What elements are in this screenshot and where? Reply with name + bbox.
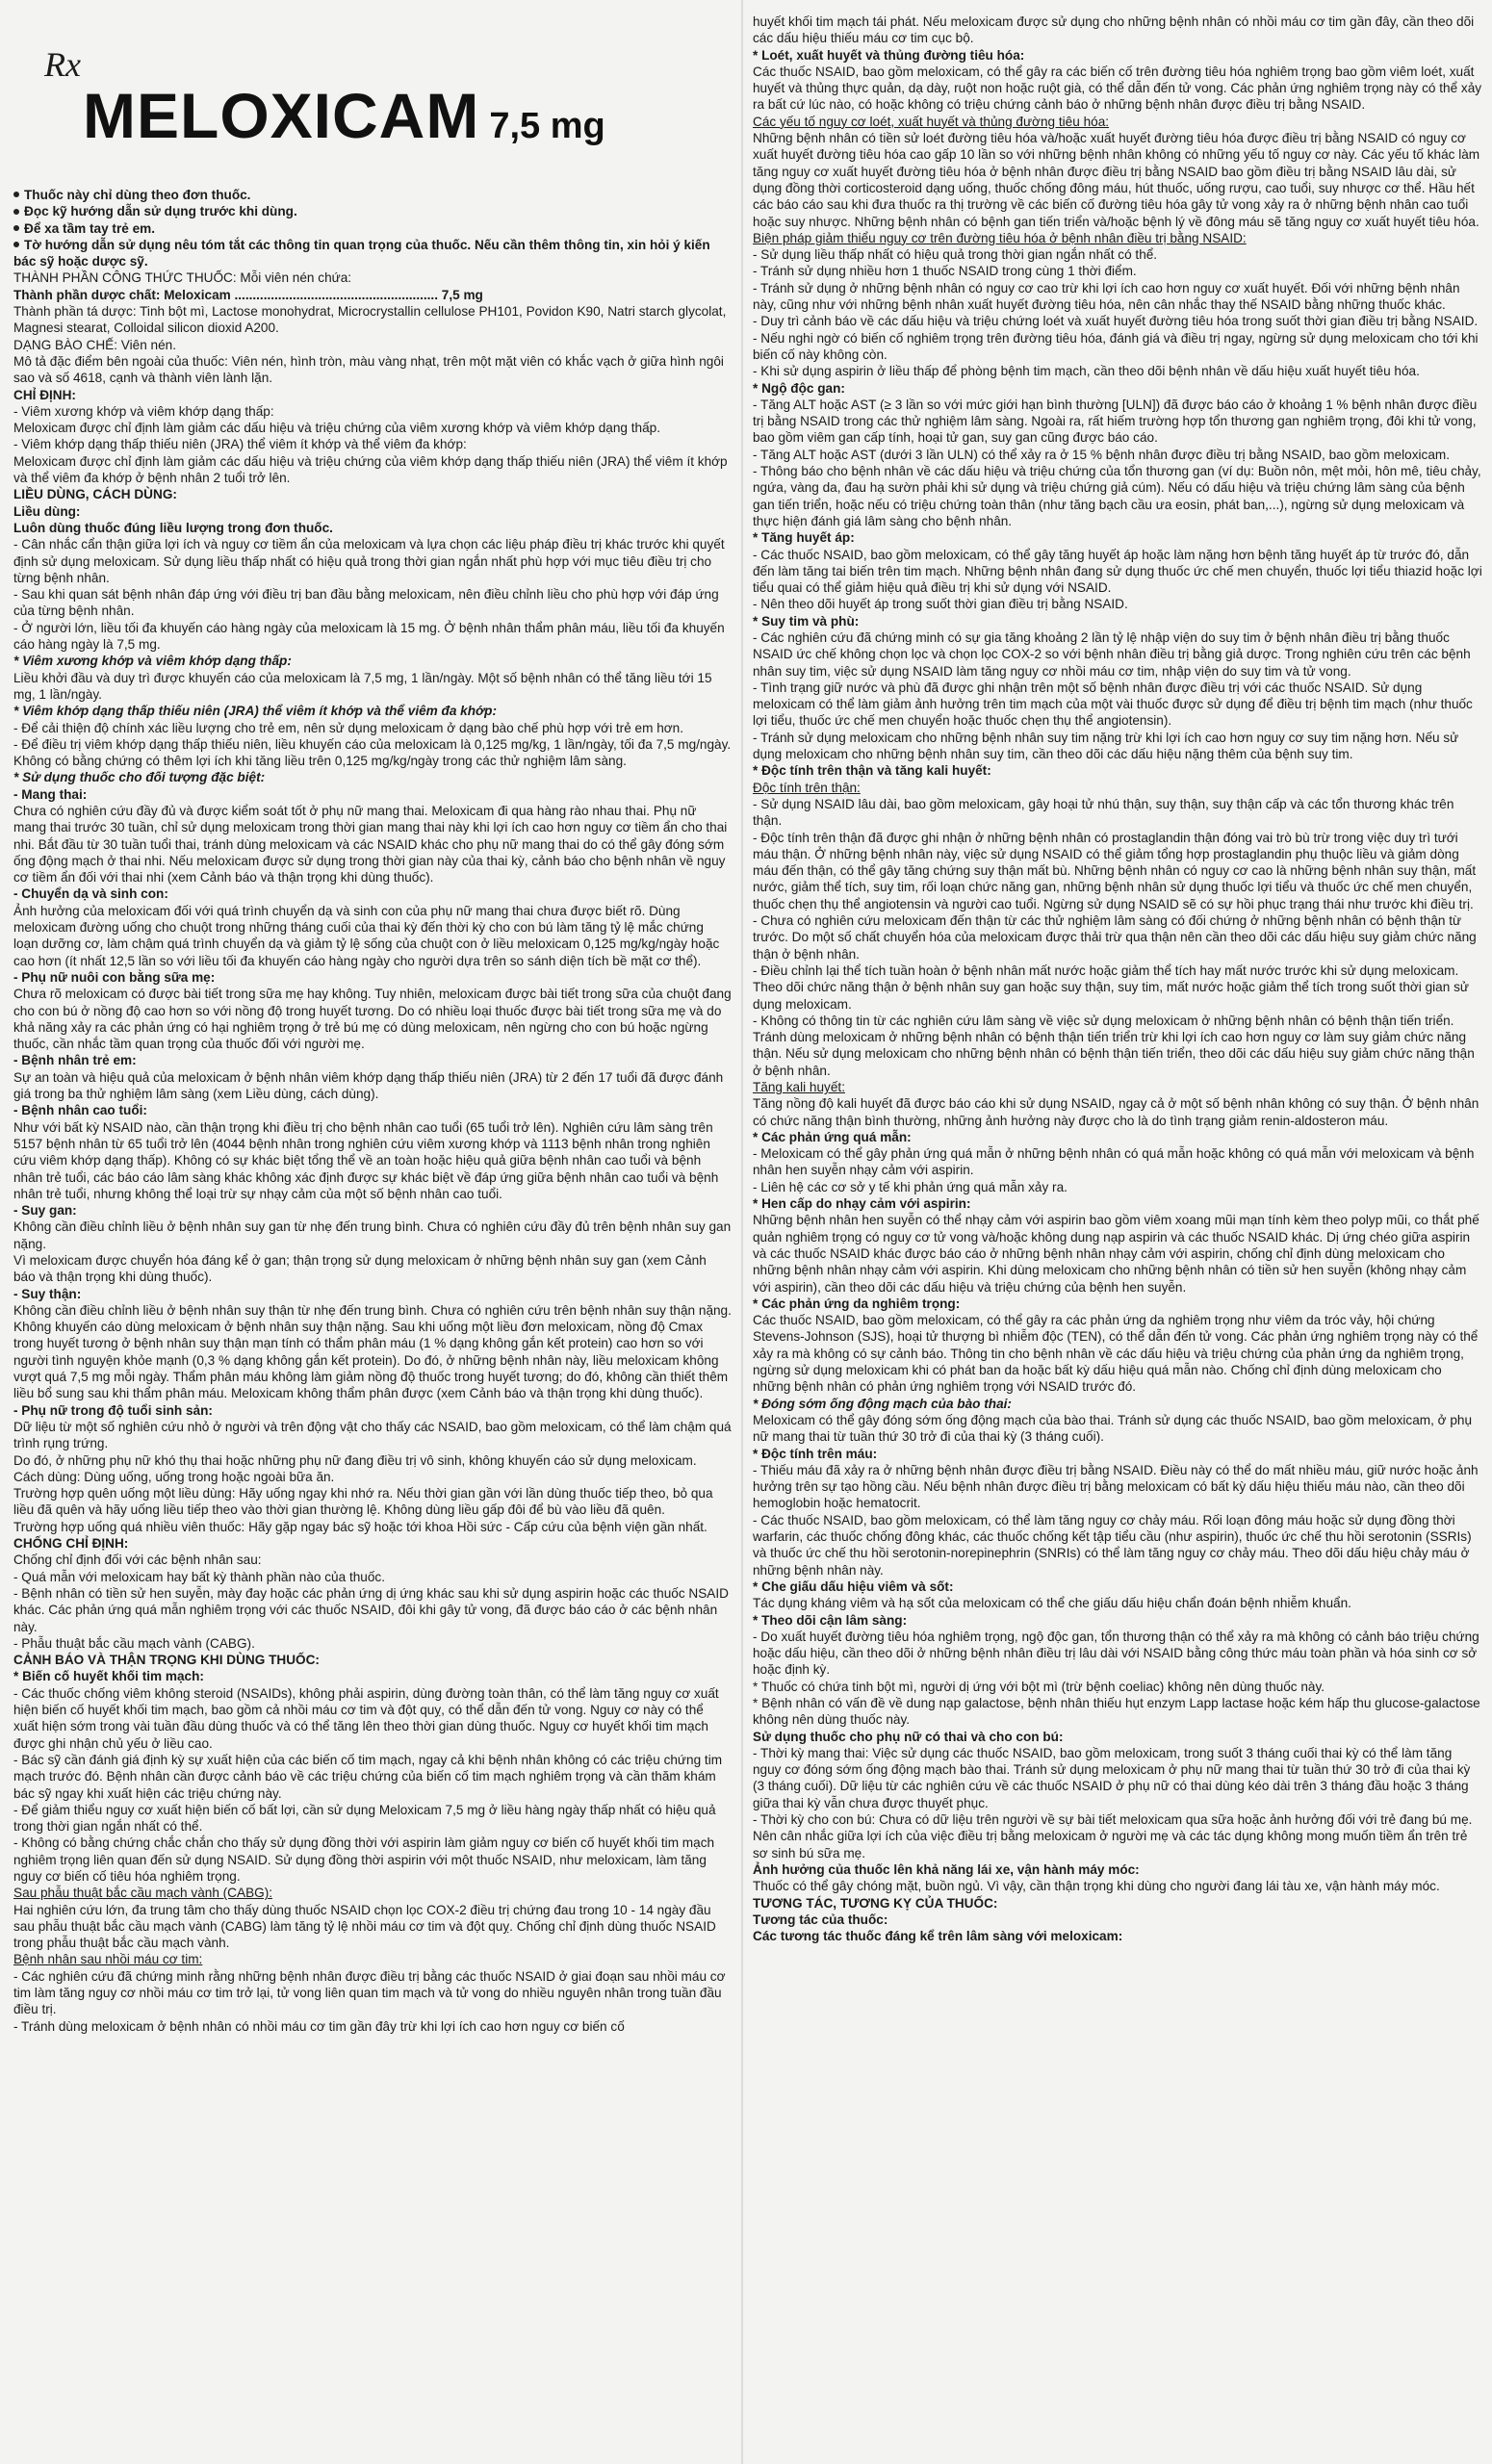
left-paragraph: - Để điều trị viêm khớp dạng thấp thiếu niên, liều khuyến cáo của meloxicam là 0,125 mg/kg, 1 lần/ngày, tối đa 7,5 mg/ngày. Không có bằng chứng có thêm lợi ích khi tăng liều trên 0,125 mg/kg/ngày trong các thử nghiệm lâm sàng. xyxy=(13,736,732,769)
right-paragraph: Những bệnh nhân hen suyễn có thể nhạy cảm với aspirin bao gồm viêm xoang mũi mạn tính kèm theo polyp mũi, co thắt phế quản nghiêm trọng có nguy cơ tử vong và/hoặc không dung nạp aspirin và các thuốc NSAID khác. Dị ứng chéo giữa aspirin và các thuốc NSAID khác được báo cáo ở những bệnh nhân nhạy cảm với aspirin, chống chỉ định dùng meloxicam cho những bệnh nhân nhạy cảm với aspirin. Khi dùng meloxicam cho những bệnh nhân có tiền sử hen suyễn (không nhạy cảm với aspirin), cần theo dõi các dấu hiệu và triệu chứng của bệnh hen suyễn. xyxy=(753,1213,1479,1295)
left-paragraph: * Biến cố huyết khối tim mạch: xyxy=(13,1669,204,1684)
left-paragraph: Như với bất kỳ NSAID nào, cần thận trọng khi điều trị cho bệnh nhân cao tuổi (65 tuổi trở lên). Nghiên cứu lâm sàng trên 5157 bệnh nhân từ 65 tuổi trở lên (4044 bệnh nhân trong nghiên cứu viêm xương khớp và 1113 bệnh nhân trong nghiên cứu viêm khớp dạng thấp). Không có sự khác biệt tổng thể về an toàn hoặc hiệu quả giữa bệnh nhân cao tuổi và bệnh nhân trẻ tuổi, các báo cáo lâm sàng khác không xác định được sự khác biệt về đáp ứng giữa bệnh nhân cao tuổi và bệnh nhân trẻ tuổi, nhưng không thể loại trừ sự nhạy cảm của một số bệnh nhân cao tuổi. xyxy=(13,1119,719,1201)
product-title xyxy=(83,79,605,152)
left-paragraph: CẢNH BÁO VÀ THẬN TRỌNG KHI DÙNG THUỐC: xyxy=(13,1653,320,1668)
right-paragraph: * Đóng sớm ống động mạch của bào thai: xyxy=(753,1396,1012,1411)
right-paragraph: Độc tính trên thận: xyxy=(753,780,861,795)
left-paragraph: - Viêm khớp dạng thấp thiếu niên (JRA) thể viêm ít khớp và thể viêm đa khớp: xyxy=(13,437,467,452)
right-paragraph: - Liên hệ các cơ sở y tế khi phản ứng quá mẫn xảy ra. xyxy=(753,1179,1068,1194)
left-paragraph: Chống chỉ định đối với các bệnh nhân sau: xyxy=(13,1553,262,1568)
right-paragraph: * Các phản ứng quá mẫn: xyxy=(753,1129,912,1144)
right-paragraph: * Che giấu dấu hiệu viêm và sốt: xyxy=(753,1578,954,1594)
left-paragraph: Mô tả đặc điểm bên ngoài của thuốc: Viên nén, hình tròn, màu vàng nhạt, trên một mặt viên có khắc vạch ở giữa hình ngôi sao và số 4618, cạnh và thành viên lành lặn. xyxy=(13,353,724,386)
left-paragraph: THÀNH PHẦN CÔNG THỨC THUỐC: Mỗi viên nén chứa: xyxy=(13,270,352,286)
left-paragraph: Meloxicam được chỉ định làm giảm các dấu hiệu và triệu chứng của viêm khớp dạng thấp thiếu niên (JRA) thể viêm ít khớp và thể viêm đa khớp ở bệnh nhân 2 tuổi trở lên. xyxy=(13,453,728,486)
right-paragraph: TƯƠNG TÁC, TƯƠNG KỴ CỦA THUỐC: xyxy=(753,1895,998,1911)
left-paragraph: - Phụ nữ trong độ tuổi sinh sản: xyxy=(13,1402,213,1418)
bullet-icon xyxy=(13,242,19,247)
bullet-icon xyxy=(13,209,19,215)
left-paragraph: CHỐNG CHỈ ĐỊNH: xyxy=(13,1536,129,1552)
right-paragraph: - Tăng ALT hoặc AST (dưới 3 lần ULN) có thể xảy ra ở 15 % bệnh nhân được điều trị bằng NSAID, bao gồm meloxicam. xyxy=(753,447,1450,462)
left-paragraph: - Để cải thiện độ chính xác liều lượng cho trẻ em, nên sử dụng meloxicam ở dạng bào chế phù hợp với trẻ em hơn. xyxy=(13,720,684,735)
left-paragraph: Dữ liệu từ một số nghiên cứu nhỏ ở người và trên động vật cho thấy các NSAID, bao gồm meloxicam, có thể làm chậm quá trình rụng trứng. xyxy=(13,1419,732,1451)
left-paragraph: Bệnh nhân sau nhồi máu cơ tim: xyxy=(13,1952,203,1967)
right-paragraph: - Thông báo cho bệnh nhân về các dấu hiệu và triệu chứng của tổn thương gan (ví dụ: Buồn nôn, mệt mỏi, hôn mê, tiêu chảy, ngứa, vàng da, đau hạ sườn phải khi sử dụng và triệu chứng giả cúm). Nếu có dấu hiệu và triệu chứng lâm sàng của bệnh gan tiến triển, hoặc nếu có triệu chứng toàn thân (như tăng bạch cầu ưa eosin, phát ban,...), ngừng sử dụng meloxicam và thực hiện đánh giá lâm sàng cho bệnh nhân. xyxy=(753,464,1481,528)
right-paragraph: - Meloxicam có thể gây phản ứng quá mẫn ở những bệnh nhân có quá mẫn hoặc không có quá mẫn với meloxicam và bệnh nhân hen suyễn nhạy cảm với aspirin. xyxy=(753,1146,1475,1178)
right-paragraph: * Hen cấp do nhạy cảm với aspirin: xyxy=(753,1196,971,1212)
left-paragraph: - Bệnh nhân có tiền sử hen suyễn, mày đay hoặc các phản ứng dị ứng khác sau khi sử dụng aspirin hoặc các thuốc NSAID khác. Các phản ứng quá mẫn nghiêm trọng với các thuốc NSAID, đôi khi gây tử vong, đã được báo cáo ở các bệnh nhân này. xyxy=(13,1585,729,1634)
right-paragraph: Các yếu tố nguy cơ loét, xuất huyết và thủng đường tiêu hóa: xyxy=(753,114,1110,129)
right-paragraph: - Thiếu máu đã xảy ra ở những bệnh nhân được điều trị bằng NSAID. Điều này có thể do mất nhiều máu, giữ nước hoặc ảnh hưởng trên sự tạo hồng cầu. Nếu bệnh nhân được điều trị bằng meloxicam có bất kỳ dấu hiệu thiếu máu nào, cần theo dõi hemoglobin hoặc hematocrit. xyxy=(753,1462,1479,1511)
bullet-text: Tờ hướng dẫn sử dụng nêu tóm tắt các thông tin quan trọng của thuốc. Nếu cần thêm thông tin, xin hỏi ý kiến bác sỹ hoặc dược sỹ. xyxy=(13,237,710,270)
left-paragraph: - Quá mẫn với meloxicam hay bất kỳ thành phần nào của thuốc. xyxy=(13,1569,385,1584)
left-paragraph: - Các thuốc chống viêm không steroid (NSAIDs), không phải aspirin, dùng đường toàn thân, có thể làm tăng nguy cơ xuất hiện biến cố huyết khối tim mạch, bao gồm cả nhồi máu cơ tim và đột quỵ, có thể dẫn đến tử vong. Nguy cơ này có thể xuất hiện sớm trong vài tuần đầu dùng thuốc và có thể tăng lên theo thời gian dùng thuốc. Nguy cơ huyết khối tim mạch được ghi nhận chủ yếu ở liều cao. xyxy=(13,1685,719,1751)
right-paragraph: - Tăng ALT hoặc AST (≥ 3 lần so với mức giới hạn bình thường [ULN]) đã được báo cáo ở khoảng 1 % bệnh nhân được điều trị bằng NSAID trong các thử nghiệm lâm sàng. Ngoài ra, rất hiếm trường hợp tổn thương gan nghiêm trọng, đôi khi tử vong, bao gồm viêm gan cấp tính, hoại tử gan, suy gan cũng được báo cáo. xyxy=(753,397,1478,446)
right-paragraph: * Bệnh nhân có vấn đề về dung nạp galactose, bệnh nhân thiếu hụt enzym Lapp lactase hoặc kém hấp thu glucose-galactose không nên dùng thuốc này. xyxy=(753,1695,1480,1728)
left-paragraph: Vì meloxicam được chuyển hóa đáng kể ở gan; thận trọng sử dụng meloxicam ở những bệnh nhân suy gan (xem Cảnh báo và thận trọng khi dùng thuốc). xyxy=(13,1253,707,1285)
left-paragraph: LIỀU DÙNG, CÁCH DÙNG: xyxy=(13,487,177,502)
left-paragraph: - Các nghiên cứu đã chứng minh rằng những bệnh nhân được điều trị bằng các thuốc NSAID ở giai đoạn sau nhồi máu cơ tim làm tăng nguy cơ nhồi máu cơ tim trở lại, tử vong liên quan tim mạch và tử vong do nhiều nguyên nhân trong tuần đầu điều trị. xyxy=(13,1968,726,2017)
left-paragraph: Trường hợp uống quá nhiều viên thuốc: Hãy gặp ngay bác sỹ hoặc tới khoa Hồi sức - Cấp cứu của bệnh viện gần nhất. xyxy=(13,1519,707,1534)
left-paragraph: - Bệnh nhân trẻ em: xyxy=(13,1053,137,1068)
left-paragraph: - Phẫu thuật bắc cầu mạch vành (CABG). xyxy=(13,1635,255,1651)
right-paragraph: - Do xuất huyết đường tiêu hóa nghiêm trọng, ngộ độc gan, tổn thương thận có thể xảy ra mà không có cảnh báo triệu chứng hoặc dấu hiệu, cần theo dõi ở những bệnh nhân điều trị lâu dài với NSAID bằng công thức máu toàn phần và hóa sinh cơ sở hoặc định kỳ. xyxy=(753,1629,1479,1678)
product-name: MELOXICAM xyxy=(83,80,480,151)
left-paragraph: Liều khởi đầu và duy trì được khuyến cáo của meloxicam là 7,5 mg, 1 lần/ngày. Một số bệnh nhân có thể tăng liều tới 15 mg, 1 lần/ngày. xyxy=(13,670,712,702)
left-paragraph: Hai nghiên cứu lớn, đa trung tâm cho thấy dùng thuốc NSAID chọn lọc COX-2 điều trị chứng đau trong 10 - 14 ngày đầu sau phẫu thuật bắc cầu mạch vành (CABG) làm tăng tỷ lệ nhồi máu cơ tim và đột quỵ. Chống chỉ định dùng thuốc NSAID trong phẫu thuật bắc cầu mạch vành. xyxy=(13,1902,716,1951)
left-paragraph: Do đó, ở những phụ nữ khó thụ thai hoặc những phụ nữ đang điều trị vô sinh, không khuyến cáo sử dụng meloxicam. xyxy=(13,1452,697,1468)
left-paragraph xyxy=(13,187,732,203)
right-paragraph: * Độc tính trên thận và tăng kali huyết: xyxy=(753,763,991,779)
left-paragraph: * Viêm khớp dạng thấp thiếu niên (JRA) thể viêm ít khớp và thể viêm đa khớp: xyxy=(13,704,497,719)
left-paragraph: Ảnh hưởng của meloxicam đối với quá trình chuyển dạ và sinh con của phụ nữ mang thai chưa được biết rõ. Dùng meloxicam đường uống cho chuột trong những tháng cuối của thai kỳ đến thời kỳ cho con bú làm tăng tỷ lệ mắc chứng loạn dưỡng cơ, làm chậm quá trình chuyển dạ và giảm tỷ lệ sống của chuột con ở liều meloxicam 0,125 mg/kg/ngày hoặc cao hơn (ít nhất 12,5 lần so với liều tối đa khuyến cáo hàng ngày cho người dựa trên so sánh diện tích bề mặt cơ thể). xyxy=(13,903,720,968)
right-paragraph: Các thuốc NSAID, bao gồm meloxicam, có thể gây ra các phản ứng da nghiêm trọng như viêm da tróc vảy, hội chứng Stevens-Johnson (SJS), hoại tử thượng bì nhiễm độc (TEN), có thể dẫn đến tử vong. Các phản ứng nghiêm trọng này có thể xảy ra mà không có sự cảnh báo. Thông tin cho bệnh nhân về các dấu hiệu và triệu chứng của phản ứng da nghiêm trọng, ngừng sử dụng meloxicam khi có phát ban da hoặc bất kỳ dấu hiệu quá mẫn nào. Chống chỉ định dùng meloxicam cho những bệnh nhân có phản ứng nghiêm trọng với NSAID trước đó. xyxy=(753,1313,1479,1395)
left-paragraph: Thành phần tá dược: Tinh bột mì, Lactose monohydrat, Microcrystallin cellulose PH101, Povidon K90, Natri starch glycolat, Magnesi stearat, Colloidal silicon dioxid A200. xyxy=(13,304,727,336)
right-paragraph: * Ngộ độc gan: xyxy=(753,380,845,396)
right-paragraph: - Tránh sử dụng meloxicam cho những bệnh nhân suy tim nặng trừ khi lợi ích cao hơn nguy cơ suy tim nặng hơn. Nếu sử dụng meloxicam cho những bệnh nhân suy tim, cần theo dõi các dấu hiệu nặng thêm của bệnh suy tim. xyxy=(753,730,1459,762)
left-paragraph: - Viêm xương khớp và viêm khớp dạng thấp: xyxy=(13,403,274,419)
left-paragraph: CHỈ ĐỊNH: xyxy=(13,387,76,402)
right-paragraph: Ảnh hưởng của thuốc lên khả năng lái xe, vận hành máy móc: xyxy=(753,1861,1140,1877)
right-column xyxy=(753,13,1482,1944)
rx-symbol: Rx xyxy=(44,45,81,84)
right-paragraph: - Các nghiên cứu đã chứng minh có sự gia tăng khoảng 2 lần tỷ lệ nhập viện do suy tim ở bệnh nhân điều trị bằng thuốc NSAID ức chế không chọn lọc và chọn lọc COX-2 so với bệnh nhân điều trị bằng giả dược. Trong nghiên cứu trên các bệnh nhân suy tim, việc sử dụng NSAID làm tăng nguy cơ nhồi máu cơ tim, nhập viện do suy tim và tử vong. xyxy=(753,629,1471,679)
right-paragraph: * Loét, xuất huyết và thủng đường tiêu hóa: xyxy=(753,47,1025,63)
right-paragraph: - Tình trạng giữ nước và phù đã được ghi nhận trên một số bệnh nhân được điều trị với các thuốc NSAID. Sử dụng meloxicam có thể làm giảm ảnh hưởng trên tim mạch của một vài thuốc được sử dụng để điều trị bệnh tim mạch (như thuốc lợi tiểu, thuốc ức chế men chuyển hoặc thuốc chẹn thụ thể angiotensin). xyxy=(753,680,1473,729)
right-paragraph: - Không có thông tin từ các nghiên cứu lâm sàng về việc sử dụng meloxicam ở những bệnh nhân có bệnh thận tiến triển. Tránh dùng meloxicam ở những bệnh nhân có bệnh thận tiến triển trừ khi lợi ích cao hơn nguy cơ làm suy giảm chức năng thận. Nếu sử dụng meloxicam cho những bệnh nhân có bệnh thận tiến triển, theo dõi các dấu hiệu suy giảm chức năng thận ở bệnh nhân. xyxy=(753,1013,1475,1078)
bullet-text: Để xa tầm tay trẻ em. xyxy=(24,220,156,236)
right-paragraph: - Khi sử dụng aspirin ở liều thấp để phòng bệnh tim mạch, cần theo dõi bệnh nhân về dấu hiệu xuất huyết tiêu hóa. xyxy=(753,364,1420,379)
right-paragraph: * Suy tim và phù: xyxy=(753,613,860,629)
bullet-icon xyxy=(13,225,19,231)
left-paragraph: - Phụ nữ nuôi con bằng sữa mẹ: xyxy=(13,969,216,985)
bullet-text: Thuốc này chỉ dùng theo đơn thuốc. xyxy=(24,188,251,202)
right-paragraph: Tăng kali huyết: xyxy=(753,1080,845,1094)
left-paragraph: Sau phẫu thuật bắc cầu mạch vành (CABG): xyxy=(13,1886,273,1901)
right-paragraph: - Thời kỳ mang thai: Việc sử dụng các thuốc NSAID, bao gồm meloxicam, trong suốt 3 tháng cuối thai kỳ có thể làm tăng nguy cơ đóng sớm ống động mạch bào thai. Tránh sử dụng meloxicam ở phụ nữ mang thai từ tuần thứ 30 trở đi của thai kỳ (3 tháng cuối). Dữ liệu từ các nghiên cứu về các thuốc NSAID ở phụ nữ có thai dùng kéo dài trên 3 tháng đầu hoặc 3 tháng giữa thai kỳ vẫn chưa được thuyết phục. xyxy=(753,1745,1471,1810)
left-paragraph: Chưa rõ meloxicam có được bài tiết trong sữa mẹ hay không. Tuy nhiên, meloxicam được bài tiết trong sữa của chuột đang cho con bú ở nồng độ cao hơn so với nồng độ trong huyết tương. Do có nhiều loại thuốc được bài tiết trong sữa mẹ và do khả năng xảy ra các phản ứng có hại nghiêm trọng ở trẻ bú mẹ có dùng meloxicam, nên ngừng cho con bú hoặc ngừng thuốc, cần nhắc tầm quan trọng của thuốc đối với người mẹ. xyxy=(13,987,732,1052)
left-paragraph: - Suy gan: xyxy=(13,1203,77,1219)
left-paragraph: Sự an toàn và hiệu quả của meloxicam ở bệnh nhân viêm khớp dạng thấp thiếu niên (JRA) từ 2 đến 17 tuổi đã được đánh giá trong ba thử nghiệm lâm sàng (xem Liều dùng, cách dùng). xyxy=(13,1069,724,1102)
right-paragraph: - Nên theo dõi huyết áp trong suốt thời gian điều trị bằng NSAID. xyxy=(753,597,1128,612)
right-paragraph: - Tránh sử dụng nhiều hơn 1 thuốc NSAID trong cùng 1 thời điểm. xyxy=(753,264,1137,279)
right-paragraph: - Các thuốc NSAID, bao gồm meloxicam, có thể gây tăng huyết áp hoặc làm nặng hơn bệnh tăng huyết áp từ trước đó, dẫn đến làm tăng tai biến trên tim mạch. Những bệnh nhân đang sử dụng thuốc ức chế men chuyển, thuốc lợi tiểu thiazid hoặc lợi tiểu quai có thể giảm hiệu quả điều trị khi sử dụng với NSAID. xyxy=(753,547,1482,596)
bullet-icon xyxy=(13,192,19,197)
left-paragraph: - Không có bằng chứng chắc chắn cho thấy sử dụng đồng thời với aspirin làm giảm nguy cơ biến cố huyết khối tim mạch nghiêm trọng liên quan đến sử dụng NSAID. Sử dụng đồng thời aspirin với một thuốc NSAID, như meloxicam, làm tăng nguy cơ biến cố tiêu hóa nghiêm trọng. xyxy=(13,1835,715,1884)
left-paragraph: - Chuyển dạ và sinh con: xyxy=(13,886,168,902)
right-paragraph: - Sử dụng liều thấp nhất có hiệu quả trong thời gian ngắn nhất có thể. xyxy=(753,247,1158,263)
right-paragraph: Tăng nồng độ kali huyết đã được báo cáo khi sử dụng NSAID, ngay cả ở một số bệnh nhân không có suy thận. Ở bệnh nhân có chức năng thận bình thường, những ảnh hưởng này được cho là do tình trạng giảm renin-aldosteron máu. xyxy=(753,1096,1479,1128)
left-column xyxy=(13,187,732,2035)
right-paragraph: huyết khối tim mạch tái phát. Nếu meloxicam được sử dụng cho những bệnh nhân có nhồi máu cơ tim gần đây, cần theo dõi các dấu hiệu thiếu máu cơ tim cục bộ. xyxy=(753,14,1475,46)
right-paragraph: Các thuốc NSAID, bao gồm meloxicam, có thể gây ra các biến cố trên đường tiêu hóa nghiêm trọng bao gồm viêm loét, xuất huyết và thủng thực quản, dạ dày, ruột non hoặc ruột già, có thể dẫn đến tử vong. Các phản ứng nghiêm trọng này có thể xảy ra bất cứ lúc nào, có hoặc không có triệu chứng cảnh báo ở những bệnh nhân được điều trị bằng NSAID. xyxy=(753,64,1482,113)
right-paragraph: - Thời kỳ cho con bú: Chưa có dữ liệu trên người về sự bài tiết meloxicam qua sữa hoặc ảnh hưởng đối với trẻ đang bú mẹ. Nên cân nhắc giữa lợi ích của việc điều trị bằng meloxicam ở người mẹ và các tác dụng không mong muốn tiềm ẩn trên trẻ sơ sinh bú sữa mẹ. xyxy=(753,1812,1473,1861)
right-paragraph: * Thuốc có chứa tinh bột mì, người dị ứng với bột mì (trừ bệnh coeliac) không nên dùng thuốc này. xyxy=(753,1679,1325,1694)
right-paragraph: * Độc tính trên máu: xyxy=(753,1446,878,1461)
left-paragraph xyxy=(13,237,732,270)
left-paragraph: - Bác sỹ cần đánh giá định kỳ sự xuất hiện của các biến cố tim mạch, ngay cả khi bệnh nhân không có các triệu chứng tim mạch trước đó. Bệnh nhân cần được cảnh báo về các triệu chứng của biến cố tim mạch nghiêm trọng và cần thăm khám bác sỹ ngay khi xuất hiện các triệu chứng này. xyxy=(13,1752,723,1801)
right-paragraph: Thuốc có thể gây chóng mặt, buồn ngủ. Vì vậy, cần thận trọng khi dùng cho người đang lái tàu xe, vận hành máy móc. xyxy=(753,1879,1440,1894)
right-paragraph: Biện pháp giảm thiểu nguy cơ trên đường tiêu hóa ở bệnh nhân điều trị bằng NSAID: xyxy=(753,230,1247,245)
right-paragraph: Sử dụng thuốc cho phụ nữ có thai và cho con bú: xyxy=(753,1729,1064,1744)
left-paragraph: - Cân nhắc cẩn thận giữa lợi ích và nguy cơ tiềm ẩn của meloxicam và lựa chọn các liệu pháp điều trị khác trước khi quyết định sử dụng meloxicam. Sử dụng liều thấp nhất có hiệu quả trong thời gian ngắn nhất phù hợp với mục tiêu điều trị cho từng bệnh nhân. xyxy=(13,537,725,585)
left-paragraph: Không cần điều chỉnh liều ở bệnh nhân suy gan từ nhẹ đến trung bình. Chưa có nghiên cứu đầy đủ trên bệnh nhân suy gan nặng. xyxy=(13,1219,732,1251)
right-paragraph: - Duy trì cảnh báo về các dấu hiệu và triệu chứng loét và xuất huyết đường tiêu hóa trong suốt thời gian điều trị bằng NSAID. xyxy=(753,314,1479,329)
column-fold xyxy=(741,0,743,2464)
left-paragraph: - Sau khi quan sát bệnh nhân đáp ứng với điều trị ban đầu bằng meloxicam, nên điều chỉnh liều cho phù hợp với đáp ứng của từng bệnh nhân. xyxy=(13,587,719,619)
right-paragraph: * Theo dõi cận lâm sàng: xyxy=(753,1612,908,1628)
right-paragraph: Meloxicam có thể gây đóng sớm ống động mạch của bào thai. Tránh sử dụng các thuốc NSAID, bao gồm meloxicam, ở phụ nữ mang thai từ tuần thứ 30 trở đi của thai kỳ (3 tháng cuối). xyxy=(753,1412,1473,1445)
right-paragraph: - Chưa có nghiên cứu meloxicam đến thận từ các thử nghiệm lâm sàng có đối chứng ở những bệnh nhân có bệnh thận từ trước. Do một số chất chuyển hóa của meloxicam được thải trừ qua thận nên cần theo dõi các dấu hiệu suy giảm chức năng thận ở bệnh nhân. xyxy=(753,913,1477,962)
right-paragraph: Những bệnh nhân có tiền sử loét đường tiêu hóa và/hoặc xuất huyết đường tiêu hóa được điều trị bằng NSAID có nguy cơ xuất huyết đường tiêu hóa cao gấp 10 lần so với những bệnh nhân không có những yếu tố nguy cơ này. Các yếu tố khác làm tăng nguy cơ xuất huyết đường tiêu hóa ở bệnh nhân được điều trị bằng NSAID bao gồm điều trị bằng NSAID lâu dài, sử dụng đồng thời corticosteroid dạng uống, thuốc chống đông máu, hút thuốc, uống rượu, cao tuổi, suy nhược cơ thể. Hầu hết các báo cáo sau khi đưa thuốc ra thị trường về các biến cố đường tiêu hóa gây tử vong xảy ra ở những bệnh nhân cao tuổi hoặc suy nhược. Những bệnh nhân có bệnh gan tiến triển và/hoặc bệnh lý về đông máu sẽ tăng nguy cơ xuất huyết tiêu hóa. xyxy=(753,131,1480,229)
right-paragraph: - Nếu nghi ngờ có biến cố nghiêm trọng trên đường tiêu hóa, đánh giá và điều trị ngay, ngừng sử dụng meloxicam cho tới khi biến cố này không còn. xyxy=(753,330,1479,362)
left-paragraph: Chưa có nghiên cứu đầy đủ và được kiểm soát tốt ở phụ nữ mang thai. Meloxicam đi qua hàng rào nhau thai. Phụ nữ mang thai trước 30 tuần, chỉ sử dụng meloxicam trong thời gian mang thai này khi lợi ích cao hơn nguy cơ tiềm ẩn cho thai nhi. Bắt đầu từ 30 tuần tuổi thai, tránh dùng meloxicam và các NSAID khác cho phụ nữ mang thai do có thể gây đóng sớm ống động mạch ở thai nhi. Nếu meloxicam được sử dụng trong thời gian này của thai kỳ, cảnh báo cho bệnh nhân về nguy cơ tiềm ẩn đối với thai nhi (xem Cảnh báo và thận trọng khi dùng thuốc). xyxy=(13,803,728,886)
left-paragraph: - Suy thận: xyxy=(13,1286,82,1301)
product-dose: 7,5 mg xyxy=(489,106,605,146)
right-paragraph: - Độc tính trên thận đã được ghi nhận ở những bệnh nhân có prostaglandin thận đóng vai trò bù trừ trong việc duy trì tưới máu thận. Ở những bệnh nhân này, việc sử dụng NSAID có thể giảm tổng hợp prostaglandin phụ thuộc liều và giảm dòng máu đến thận, có thể gây tăng chứng suy thận mất bù. Những bệnh nhân có nguy cơ cao là những bệnh nhân suy thận, mất nước, giảm thể tích, suy tim, rối loạn chức năng gan, những bệnh nhân sử dụng thuốc lợi tiểu và thuốc ức chế men chuyển, thuốc chẹn thụ thể angiotensin và người cao tuổi. Ngừng sử dụng NSAID sẽ có sự hồi phục trạng thái như trước khi điều trị. xyxy=(753,830,1477,911)
left-paragraph xyxy=(13,220,732,237)
right-paragraph: * Tăng huyết áp: xyxy=(753,530,855,546)
left-paragraph: DẠNG BÀO CHẾ: Viên nén. xyxy=(13,337,176,352)
right-paragraph: Tác dụng kháng viêm và hạ sốt của meloxicam có thể che giấu dấu hiệu chẩn đoán bệnh nhiễm khuẩn. xyxy=(753,1596,1351,1611)
right-paragraph: Tương tác của thuốc: xyxy=(753,1912,888,1927)
left-paragraph xyxy=(13,203,732,219)
left-paragraph: * Viêm xương khớp và viêm khớp dạng thấp: xyxy=(13,654,292,669)
left-paragraph: Thành phần dược chất: Meloxicam ........................................................ 7,5 mg xyxy=(13,287,483,302)
left-paragraph: - Bệnh nhân cao tuổi: xyxy=(13,1103,147,1118)
left-paragraph: Luôn dùng thuốc đúng liều lượng trong đơn thuốc. xyxy=(13,520,333,535)
right-paragraph: Các tương tác thuốc đáng kể trên lâm sàng với meloxicam: xyxy=(753,1929,1123,1944)
right-paragraph: - Điều chỉnh lại thể tích tuần hoàn ở bệnh nhân mất nước hoặc giảm thể tích hay mất nước trước khi sử dụng meloxicam. Theo dõi chức năng thận ở bệnh nhân suy gan hoặc suy thận, suy tim, mất nước hoặc giảm thể tích trong suốt thời gian sử dụng meloxicam. xyxy=(753,962,1469,1012)
left-paragraph: - Để giảm thiểu nguy cơ xuất hiện biến cố bất lợi, cần sử dụng Meloxicam 7,5 mg ở liều hàng ngày thấp nhất có hiệu quả trong thời gian ngắn nhất có thể. xyxy=(13,1802,716,1835)
left-paragraph: * Sử dụng thuốc cho đối tượng đặc biệt: xyxy=(13,770,266,785)
right-paragraph: - Tránh sử dụng ở những bệnh nhân có nguy cơ cao trừ khi lợi ích cao hơn nguy cơ xuất huyết. Đối với những bệnh nhân này, cũng như với những bệnh nhân xuất huyết đường tiêu hóa, nên cân nhắc thay thế NSAID bằng những thuốc khác. xyxy=(753,280,1460,313)
left-paragraph: Trường hợp quên uống một liều dùng: Hãy uống ngay khi nhớ ra. Nếu thời gian gần với lần dùng thuốc tiếp theo, bỏ qua liều đã quên và hãy uống liều tiếp theo vào thời gian thường lệ. Không dùng liều gấp đôi để bù vào liều đã quên. xyxy=(13,1486,713,1518)
left-paragraph: - Tránh dùng meloxicam ở bệnh nhân có nhồi máu cơ tim gần đây trừ khi lợi ích cao hơn nguy cơ biến cố xyxy=(13,2018,625,2034)
right-paragraph: - Các thuốc NSAID, bao gồm meloxicam, có thể làm tăng nguy cơ chảy máu. Rối loạn đông máu hoặc sử dụng đồng thời warfarin, các thuốc chống đông khác, các thuốc chống kết tập tiểu cầu (như aspirin), thuốc ức chế thu hồi serotonin (SSRIs) và thuốc ức chế thu hồi serotonin-norepinephrin (SNRIs) có thể làm tăng nguy cơ chảy máu. Theo dõi dấu hiệu chảy máu ở những bệnh nhân này. xyxy=(753,1512,1472,1578)
left-paragraph: Không cần điều chỉnh liều ở bệnh nhân suy thận từ nhẹ đến trung bình. Chưa có nghiên cứu trên bệnh nhân suy thận nặng. Không khuyến cáo dùng meloxicam ở bệnh nhân suy thận nặng. Sau khi uống một liều đơn meloxicam, nồng độ Cmax trong huyết tương ở bệnh nhân suy thận mạn tính có thẩm phân máu (1 % dạng không gắn kết protein) cao hơn so với người tình nguyện khỏe mạnh (0,3 % dạng không gắn kết protein). Do đó, ở những bệnh nhân này, liều meloxicam không vượt quá 7,5 mg mỗi ngày. Thẩm phân máu không làm giảm nồng độ thuốc trong huyết tương; do đó, không cần thiết thêm liều bổ sung sau khi thẩm phân máu. Meloxicam không thẩm phân được (xem Cảnh báo và thận trọng khi dùng thuốc). xyxy=(13,1302,732,1401)
right-paragraph: - Sử dụng NSAID lâu dài, bao gồm meloxicam, gây hoại tử nhú thận, suy thận, suy thận cấp và các tổn thương khác trên thận. xyxy=(753,796,1454,829)
left-paragraph: Cách dùng: Dùng uống, uống trong hoặc ngoài bữa ăn. xyxy=(13,1469,335,1484)
left-paragraph: Liều dùng: xyxy=(13,503,81,519)
bullet-text: Đọc kỹ hướng dẫn sử dụng trước khi dùng. xyxy=(24,204,297,219)
left-paragraph: - Ở người lớn, liều tối đa khuyến cáo hàng ngày của meloxicam là 15 mg. Ở bệnh nhân thẩm phân máu, liều tối đa khuyến cáo hàng ngày là 7,5 mg. xyxy=(13,620,725,653)
left-paragraph: - Mang thai: xyxy=(13,786,88,802)
right-paragraph: * Các phản ứng da nghiêm trọng: xyxy=(753,1296,961,1311)
left-paragraph: Meloxicam được chỉ định làm giảm các dấu hiệu và triệu chứng của viêm xương khớp và viêm khớp dạng thấp. xyxy=(13,421,660,436)
